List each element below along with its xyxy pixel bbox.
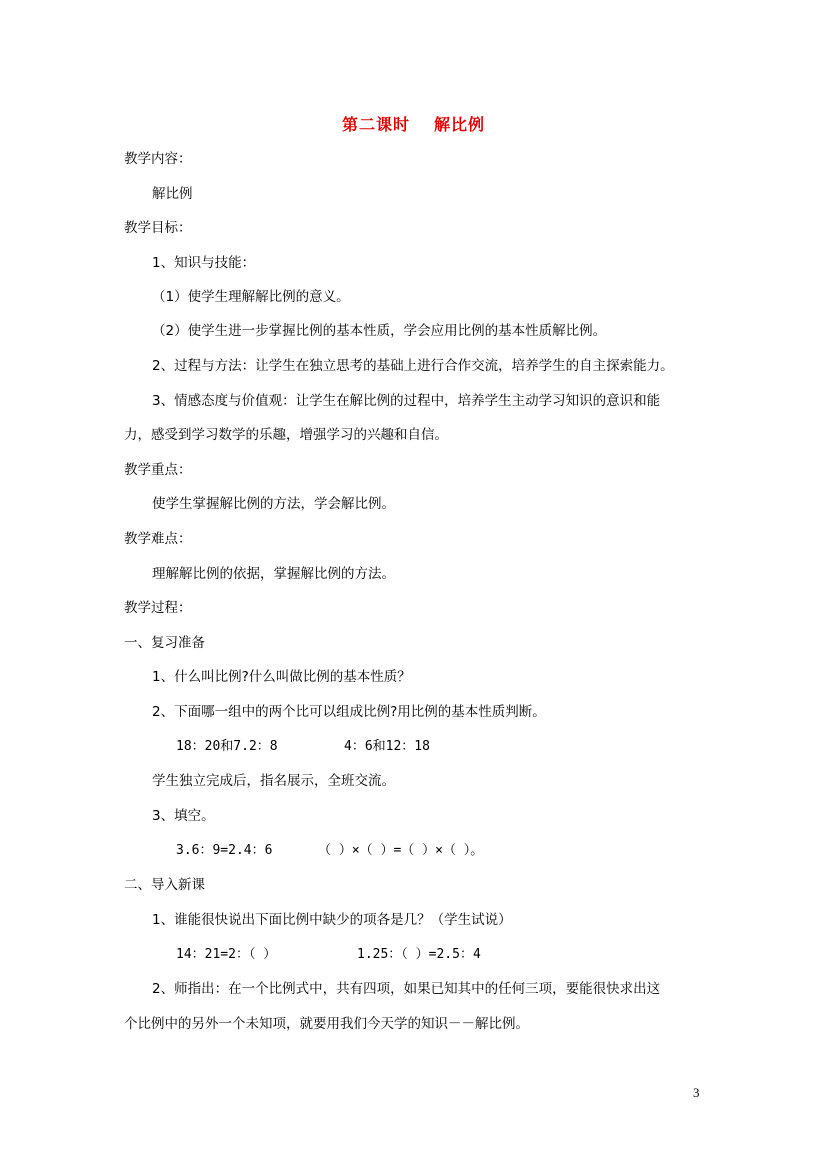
fill-blanks: （ ）×（ ）=（ ）×（ ）。 <box>318 843 484 858</box>
review-question-1: 1、什么叫比例?什么叫做比例的基本性质？ <box>152 669 411 685</box>
objective-1-item-2: （2）使学生进一步掌握比例的基本性质，学会应用比例的基本性质解比例。 <box>152 323 607 339</box>
difficulties-text: 理解解比例的依据，掌握解比例的方法。 <box>152 566 395 582</box>
new-lesson-point-2-continued: 个比例中的另外一个未知项，就要用我们今天学的知识－－解比例。 <box>124 1016 529 1032</box>
objective-1-item-1: （1）使学生理解解比例的意义。 <box>152 289 350 305</box>
content-text: 解比例 <box>152 186 193 202</box>
missing-term-b: 1.25：（ ）=2.5：4 <box>357 947 481 962</box>
objective-2: 2、过程与方法：让学生在独立思考的基础上进行合作交流，培养学生的自主探索能力。 <box>152 358 674 374</box>
page-number: 3 <box>693 1085 700 1100</box>
key-points-text: 使学生掌握解比例的方法，学会解比例。 <box>152 496 395 512</box>
heading-content: 教学内容： <box>124 151 192 167</box>
lesson-title <box>0 112 827 135</box>
objective-1: 1、知识与技能： <box>152 255 256 271</box>
fill-expression: 3.6：9=2.4：6 <box>176 843 273 858</box>
title-part-1: 第二课时 <box>341 115 410 134</box>
heading-key-points: 教学重点： <box>124 462 192 478</box>
review-question-3: 3、填空。 <box>152 808 215 824</box>
new-lesson-point-2: 2、师指出：在一个比例式中，共有四项，如果已知其中的任何三项，要能很快求出这 <box>152 981 661 997</box>
ratio-pair-a: 18：20和7.2：8 <box>176 739 278 754</box>
missing-term-a: 14：21=2：（ ） <box>176 947 277 962</box>
section-new-lesson: 二、导入新课 <box>124 877 205 893</box>
section-review: 一、复习准备 <box>124 635 205 651</box>
new-lesson-question-1: 1、谁能很快说出下面比例中缺少的项各是几？（学生试说） <box>152 912 512 928</box>
review-note: 学生独立完成后，指名展示，全班交流。 <box>152 773 395 789</box>
heading-difficulties: 教学难点： <box>124 531 192 547</box>
objective-3: 3、情感态度与价值观：让学生在解比例的过程中，培养学生主动学习知识的意识和能 <box>152 393 661 409</box>
heading-process: 教学过程： <box>124 600 192 616</box>
heading-objectives: 教学目标： <box>124 220 192 236</box>
objective-3-continued: 力，感受到学习数学的乐趣，增强学习的兴趣和自信。 <box>124 427 448 443</box>
review-question-2: 2、下面哪一组中的两个比可以组成比例?用比例的基本性质判断。 <box>152 704 546 720</box>
ratio-pair-b: 4：6和12：18 <box>344 739 430 754</box>
title-part-2: 解比例 <box>434 115 486 134</box>
